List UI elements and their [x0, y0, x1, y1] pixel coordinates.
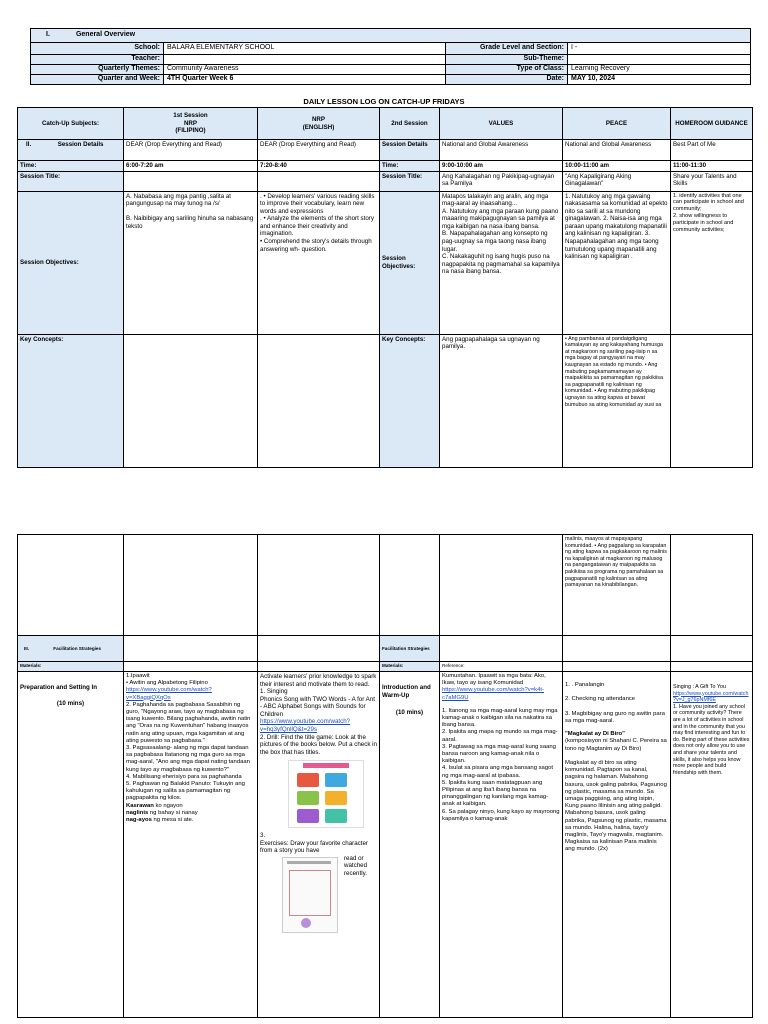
second-session-header: 2nd Session [380, 108, 440, 140]
session-details-num: II. [26, 141, 32, 148]
time-label-2: Time: [380, 161, 440, 172]
facilitation-num: III. [24, 645, 30, 651]
find-title-game-image [288, 760, 364, 828]
materials-english [258, 662, 380, 672]
filipino-word2-rest: ng bahay si nanay [148, 809, 198, 816]
session-details-text: Session Details [57, 141, 104, 148]
session-title-label-2: Session Title: [380, 171, 440, 191]
facilitation-label [18, 636, 124, 662]
book-tile-1 [297, 773, 319, 787]
dear-filipino: DEAR (Drop Everything and Read) [124, 140, 258, 161]
book-tile-2 [325, 773, 347, 787]
filipino-step1: 1.Ipaawit • Awitin ang Alpabetong Filipino [126, 673, 208, 687]
facilitation-english [258, 636, 380, 662]
school-label: School: [31, 43, 164, 55]
themes-label: Quarterly Themes: [31, 65, 164, 75]
time-filipino: 6:00-7:20 am [124, 161, 258, 172]
class-type-value: Learning Recovery [568, 65, 751, 75]
cont-peace: malinis, maayos at mapayapang komunidad. • Ang pagpalang sa karapatan ng ating kapwa sa pagkakaroon ng malinis na kapaligiran at magkaroon ng malusog na pangangatawan ay maipapakita sa pakikiisa sa programa ng pamahalaan sa pagpapanatili ng kalinisan sa ating pamayanan na kinabibilangan. [563, 535, 671, 636]
objectives-label: Session Objectives: [18, 191, 124, 334]
log-title: DAILY LESSON LOG ON CATCH-UP FRIDAYS [303, 97, 465, 106]
grade-label: Grade Level and Section: [446, 43, 568, 55]
time-homeroom: 11:00-11:30 [671, 161, 753, 172]
homeroom-song: Singing : A Gift To You [673, 684, 726, 690]
facilitation-values [440, 636, 563, 662]
filipino-word1-line [126, 803, 255, 810]
book-tile-5 [297, 809, 319, 823]
class-type-label: Type of Class: [446, 65, 568, 75]
peace-header: PEACE [563, 108, 671, 140]
materials-filipino [124, 662, 258, 672]
subtheme-label: Sub-Theme: [446, 55, 568, 65]
peace-steps: 1. . Panalangin 2. Checking ng attendance 3. Magbibigay ang guro ng awitin para sa mga mag-aaral. [565, 682, 665, 725]
facilitation-filipino [124, 636, 258, 662]
subtheme-value [568, 55, 751, 65]
school-value: BALARA ELEMENTARY SCHOOL [164, 43, 446, 55]
homeroom-details: Best Part of Me [671, 140, 753, 161]
grade-value: I - [568, 43, 751, 55]
time-peace: 10:00-11:00 am [563, 161, 671, 172]
materials-homeroom [671, 662, 753, 672]
preparation-time: (10 mins) [56, 699, 85, 707]
session-title-values: Ang Kahalagahan ng Pakikipag-ugnayan sa Pamilya [440, 171, 563, 191]
cont-filipino [124, 535, 258, 636]
key-concepts-label-2: Key Concepts: [380, 334, 440, 467]
session-details-label [18, 140, 124, 161]
time-label: Time: [18, 161, 124, 172]
filipino-word3-rest: ng mesa si ate. [151, 817, 194, 824]
facilitation-text: Facilitation Strategies [53, 645, 102, 651]
introduction-values [440, 672, 563, 1018]
introduction-text: Introduction and Warm-Up [382, 684, 431, 699]
key-concepts-label: Key Concepts: [18, 334, 124, 467]
section-number: I. [46, 31, 50, 39]
worksheet-mascot [301, 918, 311, 928]
filipino-word1-rest: ko ngayon [153, 802, 183, 809]
objectives-homeroom: 1. identify activities that one can participate in school and community; 2. show willingness to participate in school and community activities; [671, 191, 753, 334]
introduction-label [380, 672, 440, 1018]
cont-homeroom [671, 535, 753, 636]
first-session-header: 1st Session NRP (FILIPINO) [124, 108, 258, 140]
objectives-label-2: Session Objectives: [380, 191, 440, 334]
cont-english [258, 535, 380, 636]
filipino-word2-line [126, 810, 255, 817]
homeroom-header: HOMEROOM GUIDANCE [671, 108, 753, 140]
peace-details: National and Global Awareness [563, 140, 671, 161]
values-link[interactable]: https://www.youtube.com/watch?v=k4t-c7aMG9U [442, 687, 544, 701]
book-tile-4 [325, 791, 347, 805]
quarter-label: Quarter and Week: [31, 75, 164, 85]
themes-value: Community Awareness [164, 65, 446, 75]
filipino-link[interactable]: https://www.youtube.com/watch?v=XBaggiQXqOs [126, 687, 212, 701]
game-title-bar [303, 763, 349, 768]
introduction-time: (10 mins) [395, 709, 424, 717]
book-tile-6 [325, 809, 347, 823]
date-label: Date: [446, 75, 568, 85]
materials-label-2: Materials: [380, 662, 440, 672]
teacher-label: Teacher: [31, 55, 164, 65]
cont-subjects [18, 535, 124, 636]
homeroom-link[interactable]: https://www.youtube.com/watch?v=J_g76pNMf6E [673, 690, 749, 704]
values-details: National and Global Awareness [440, 140, 563, 161]
lesson-table-page1 [17, 107, 753, 468]
subjects-header: Catch-Up Subjects: [18, 108, 124, 140]
quarter-value: 4TH Quarter Week 6 [164, 75, 446, 85]
english-step2: 2. Drill: Find the title game: Look at the pictures of the books below. Put a check in the box that has titles. [260, 733, 377, 756]
filipino-word3-line [126, 817, 255, 824]
materials-peace [563, 662, 671, 672]
date-value: MAY 10, 2024 [568, 75, 751, 85]
section-heading [31, 29, 751, 43]
key-concepts-peace: • Ang pambansa at pandaigdigang kamalayan ay ang kakayahang humusga at magkaroon ng sariling pag-iisip n sa mga bagay at pangyayari na may kaugnayan sa estado ng mundo. • Ang mabuting pagkamamamayan ay maipakikita sa pamamagitan ng pakikiisa sa pagpapanatili ng kalinisan ng komunidad. • Ang mabuting pakikipag ugnayan sa ating kapwa at bawat bumubuo sa ating komunidad ay susi sa [563, 334, 671, 467]
materials-label: Materials: [18, 662, 124, 672]
filipino-word2: naglinis [126, 809, 149, 816]
values-steps: 1. Itanong sa mga mag-aaral kung may mga kamag-anak o kaibigan sila na nakatira sa ibang bansa. 2. Ipakita ang mapa ng mundo sa mga mag-aaral. 3. Pagtawag sa mga mag-aaral kung saang bansa naroon ang kamag-anak nila o kaibigan. 4. Isulat sa pisara ang mga bansang sagot ng mga mag-aaral at ipabasa. 5. Ipakita kung saan matatagpuan ang Pilipinas at ang iba't ibang bansa na pinanggalingan ng kanilang mga kamag-anak at kaibigan. 6. Sa palagay ninyo, kung kayo ay mayroong kapamilya o kamag-anak [442, 707, 560, 822]
objectives-peace: 1. Natutukoy ang mga gawaing nakasasama sa komunidad at epekto nito sa sarili at sa mundong ginagalawan. 2. Naisa-isa ang mga paraan upang makatulong mapanatili ang kalinisan ng kapaligiran. 3. Napapahalagahan ang mga taong tumutulong upang mapanatili ang kalinisan ng kapaligiran . [563, 191, 671, 334]
objectives-filipino: A. Nababasa ang mga pantig ,salita at pangungusap na may tunog na /s/ B. Naibibigay ang sariling hinuha sa nabasang teksto [124, 191, 258, 334]
general-overview-table [30, 28, 751, 85]
session-title-english [258, 171, 380, 191]
english-step3: 3. Exercises: Draw your favorite character from a story you have [260, 832, 368, 855]
reference-values: Reference: [440, 662, 563, 672]
time-english: 7:20-8:40 [258, 161, 380, 172]
preparation-label [18, 672, 124, 1018]
dear-english: DEAR (Drop Everything and Read) [258, 140, 380, 161]
cont-values [440, 535, 563, 636]
preparation-english [258, 672, 380, 1018]
peace-song: (komposisyon ni Shahani C. Pereira sa tono ng Magtanim ay Di Biro) Magkalat ay di biro sa ating komunidad. Pagtapon sa kanal, pagsira ng halaman. Mabahong basura, usok galing pabrika, Pagsunog ng plastic, masama sa mundo. Sa umaga paggising, ang ating isipin, Kung paano lilinisin ang ating paligid. Mabahong basura, usok galing pabrika, Pagsunog ng plastic, masama sa mundo. Halina, halina, tayo'y maglinis, Tayo'y magwalis, magtanim. Magkaisa sa kalinisan Para malinis ang mundo. (2x) [565, 738, 667, 853]
time-values: 9:00-10:00 am [440, 161, 563, 172]
key-concepts-english [258, 334, 380, 467]
objectives-values: Matapos talakayin ang aralin, ang mga mag-aaral ay inaasahang... A. Natutukoy ang mga paraan kung paano maaaring makipagugnayan sa pamilya at mga kaibigan na nasa ibang bansa. B. Napapahalagahan ang konsepto ng pag-uugnay sa mga taong nasa ibang lugar. C. Nakakaguhit ng isang hugis puso na nagpapakita ng pagmamahal sa kapamilya na nasa ibang bansa. [440, 191, 563, 334]
key-concepts-homeroom [671, 334, 753, 467]
objectives-english: . • Develop learners' various reading skills to improve their vocabulary, learn new words and expressions . • Analyze the elements of the short story and enhance their creativity and imagination. • Comprehend the story's details through answering wh- question. [258, 191, 380, 334]
lesson-table-page2 [17, 534, 753, 1018]
section-title: General Overview [75, 31, 136, 39]
worksheet-box [289, 870, 331, 916]
facilitation-label-2: Facilitation Strategies [380, 636, 440, 662]
english-step1: Activate learners' prior knowledge to spark their interest and motivate them to read. 1. Singing Phonics Song with TWO Words - A for Ant - ABC Alphabet Songs with Sounds for Children [260, 673, 377, 718]
preparation-text: Preparation and Setting In [20, 684, 98, 691]
nrp-english-header: NRP (ENGLISH) [258, 108, 380, 140]
preparation-filipino [124, 672, 258, 1018]
values-header: VALUES [440, 108, 563, 140]
english-link[interactable]: https://www.youtube.com/watch?v=hq3yfQnllQ&t=29s [260, 718, 351, 733]
worksheet-header [287, 861, 331, 864]
session-details-label-2: Session Details [380, 140, 440, 161]
facilitation-peace [563, 636, 671, 662]
peace-song-title: "Magkalat ay Di Biro" [565, 731, 625, 738]
english-step3b: read or watched recently. [344, 854, 368, 877]
session-title-peace: "Ang Kapaligirang Aking Ginagalawan" [563, 171, 671, 191]
facilitation-homeroom [671, 636, 753, 662]
key-concepts-values: Ang pagpapahalaga sa ugnayan ng pamilya. [440, 334, 563, 467]
teacher-value [164, 55, 446, 65]
introduction-peace [563, 672, 671, 1018]
key-concepts-filipino [124, 334, 258, 467]
session-title-filipino [124, 171, 258, 191]
preparation-homeroom [671, 672, 753, 1018]
cont-second [380, 535, 440, 636]
filipino-word3: nag-ayos [126, 817, 152, 824]
values-step1: Kumustahan. Ipaawit sa mga bata: Ako, Ikaw, tayo ay isang Komunidad [442, 673, 546, 687]
session-title-homeroom: Share your Talents and Skills [671, 171, 753, 191]
filipino-steps: 2. Paghahanda sa pagbabasa Sasabihin ng guro, "Ngayong araw, tayo ay magbabasa ng isang kuwento. Bilang paghahanda, awitin natin ang "Oras na ng Kuwentuhan" habang inaayos natin ang ating upuan, mga kagamitan at ang ating puwesto sa pagbabasa." 3. Pagsasaalang- alang ng mga dapat tandaan sa pagbabasa Itatanong ng mga guro sa mga mag-aaral, "Ano ang mga dapat nating tandaan kung tayo ay magbabasa ng kuwento?" 4. Mabilisang eherisiyo para sa paghahanda 5. Paghawan ng Balakid Panuto: Tukuyin ang kahulugan ng salita sa pamamagitan ng pagpapakita ng kilos. [126, 701, 251, 802]
homeroom-question: 1. Have you joined any school or community activity? There are a lot of activities in school and in the community that you may find interesting and fun to do. Being part of these activities does not only allow you to use and share your talents and skills, it also helps you know more people and build friendship with them. [673, 703, 750, 776]
character-worksheet-image [282, 857, 338, 933]
filipino-word1: Kasrawan [126, 802, 154, 809]
session-title-label: Session Title: [18, 171, 124, 191]
book-tile-3 [297, 791, 319, 805]
